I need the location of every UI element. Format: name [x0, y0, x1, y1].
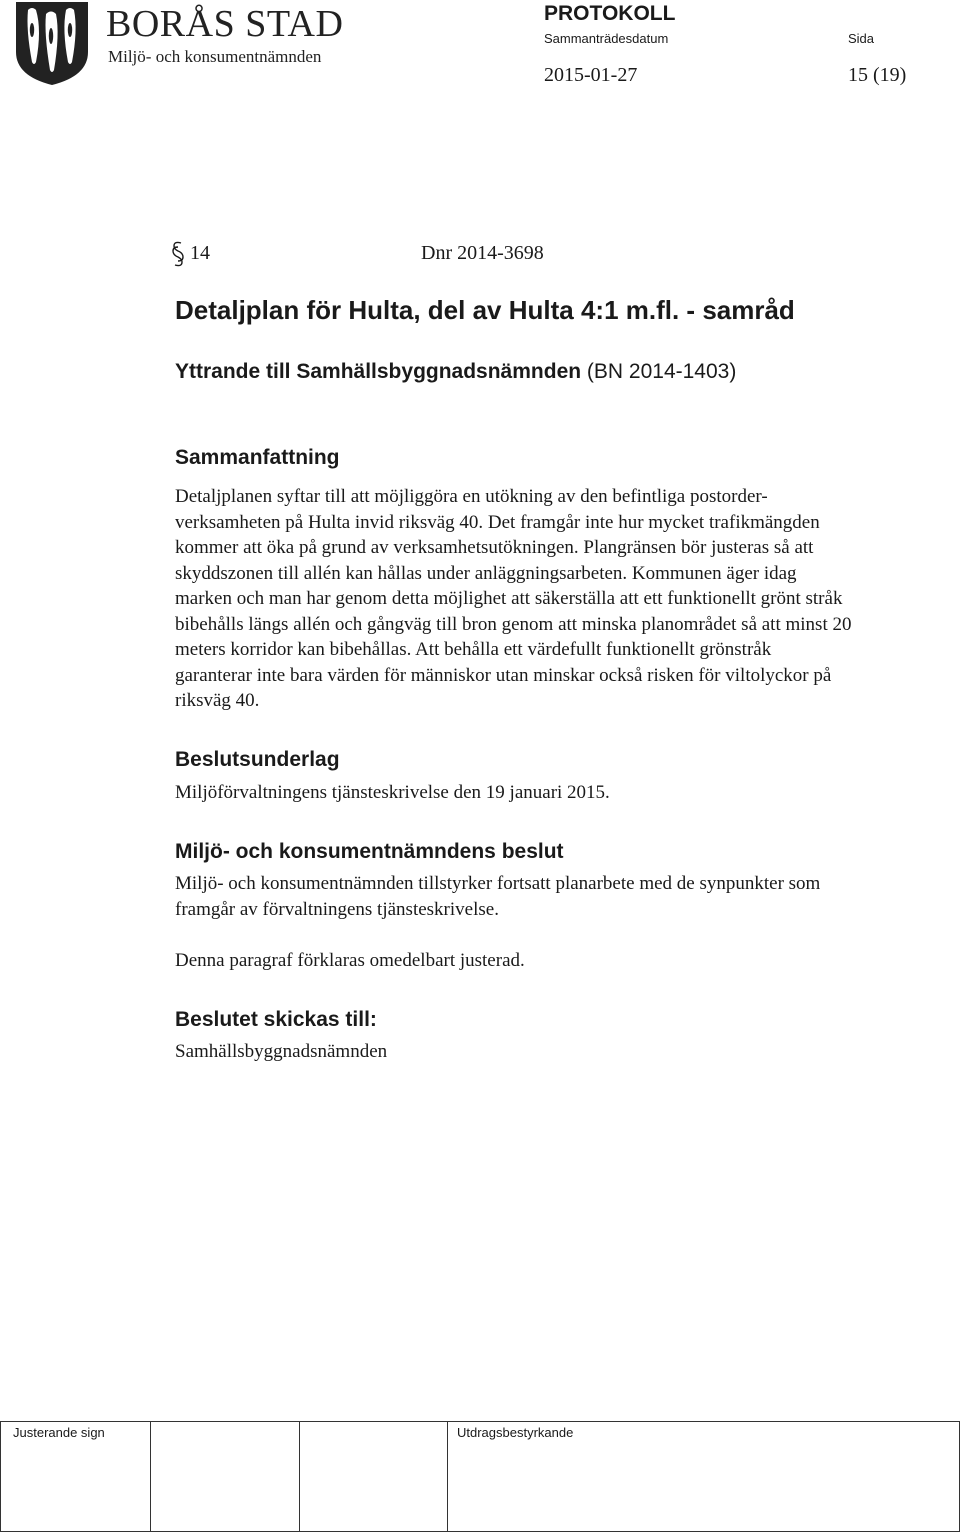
decision-heading: Miljö- och konsumentnämndens beslut	[175, 840, 564, 863]
basis-heading: Beslutsunderlag	[175, 748, 340, 771]
summary-line: Detaljplanen syftar till att möjliggöra en utökning av den befintliga postorder-	[175, 486, 768, 507]
summary-line: marken och man har genom detta möjlighet att säkerställa att ett funktionellt grönt stråk	[175, 588, 843, 609]
page-label: Sida	[848, 31, 875, 46]
city-coat-of-arms-icon	[14, 0, 90, 86]
summary-line: bibehålls längs allén och gångväg till bron genom att minska planområdet så att minst 20	[175, 613, 852, 635]
meeting-date: 2015-01-27	[544, 64, 638, 86]
summary-heading: Sammanfattning	[175, 446, 340, 469]
organization-subtitle: Miljö- och konsumentnämnden	[108, 47, 322, 66]
signature-cell	[150, 1422, 151, 1531]
decision-text	[175, 871, 960, 922]
signature-cell	[299, 1422, 300, 1531]
document-subtitle	[175, 358, 736, 386]
decision-line: framgår av förvaltningens tjänsteskrivelse.	[175, 898, 499, 920]
decision-line: Miljö- och konsumentnämnden tillstyrker fortsatt planarbete med de synpunkter som	[175, 873, 821, 894]
basis-line: Miljöförvaltningens tjänsteskrivelse den 19 januari 2015.	[175, 782, 610, 803]
organization-name: BORÅS STAD	[106, 3, 344, 45]
section-sign-icon	[170, 240, 186, 268]
utdrag-label: Utdragsbestyrkande	[457, 1425, 574, 1440]
document-type: PROTOKOLL	[544, 2, 676, 25]
recipient-item: Samhällsbyggnadsnämnden	[175, 1041, 388, 1062]
signature-cell	[447, 1422, 448, 1531]
page-number: 15 (19)	[848, 64, 907, 86]
signature-table	[0, 1421, 960, 1532]
paragraph-number: 14	[190, 242, 210, 264]
summary-line: meters korridor kan bibehållas. Att behålla ett värdefullt funktionellt grönstråk	[175, 639, 772, 660]
summary-line: skyddszonen till allén kan hållas under anläggningsarbeten. Kommunen äger idag	[175, 562, 797, 584]
recipients-heading: Beslutet skickas till:	[175, 1008, 377, 1031]
recipients-text	[175, 1039, 960, 1065]
summary-line: verksamheten på Hulta invid riksväg 40. Det framgår inte hur mycket trafikmängden	[175, 511, 820, 533]
decision-note: Denna paragraf förklaras omedelbart justerad.	[175, 950, 525, 971]
document-title: Detaljplan för Hulta, del av Hulta 4:1 m.fl. - samråd	[175, 295, 795, 325]
summary-line: riksväg 40.	[175, 690, 260, 711]
subtitle-reference: (BN 2014-1403)	[581, 360, 737, 383]
summary-line: kommer att öka på grund av verksamhetsutökningen. Plangränsen bör justeras så att	[175, 537, 814, 558]
basis-text	[175, 780, 960, 806]
summary-text	[175, 484, 960, 714]
case-number: Dnr 2014-3698	[421, 242, 544, 264]
summary-line: garanterar inte bara värden för människor utan minskar också risken för viltolyckor på	[175, 664, 832, 686]
meeting-date-label: Sammanträdesdatum	[544, 31, 669, 46]
subtitle-main: Yttrande till Samhällsbyggnadsnämnden	[175, 360, 582, 383]
justering-label: Justerande sign	[13, 1425, 105, 1440]
